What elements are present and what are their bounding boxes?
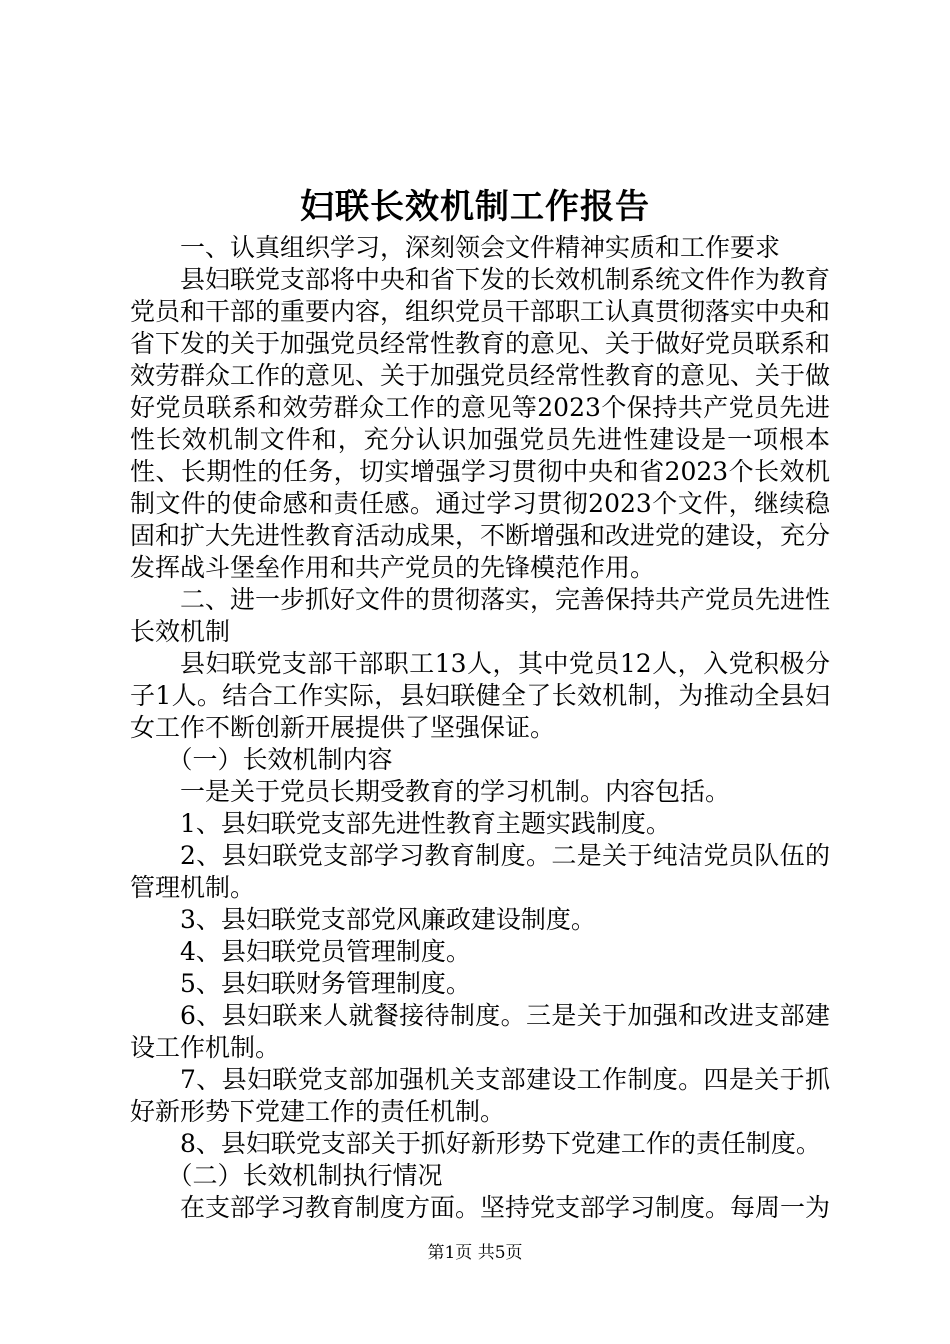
- section-heading-1: 一、认真组织学习，深刻领会文件精神实质和工作要求: [180, 233, 781, 262]
- document-title: 妇联长效机制工作报告: [300, 187, 650, 227]
- list-item-7: 7、县妇联党支部加强机关支部建设工作制度。四是关于抓好新形势下党建工作的责任机制。: [130, 1065, 830, 1126]
- document-body: [130, 232, 830, 1224]
- list-item-5: 5、县妇联财务管理制度。: [180, 969, 471, 998]
- list-item-1: 1、县妇联党支部先进性教育主题实践制度。: [180, 809, 671, 838]
- page-footer: 第1页 共5页: [427, 1243, 523, 1263]
- subsection-heading-1: （一）长效机制内容: [167, 745, 393, 774]
- list-item-3: 3、县妇联党支部党风廉政建设制度。: [180, 905, 596, 934]
- paragraph-1: 县妇联党支部将中央和省下发的长效机制系统文件作为教育党员和干部的重要内容，组织党员干部职工认真贯彻落实中央和省下发的关于加强党员经常性教育的意见、关于做好党员联系和效劳群众工作的意见、关于加强党员经常性教育的意见、关于做好党员联系和效劳群众工作的意见等2023个保持共产党员先进性长效机制文件和，充分认识加强党员先进性建设是一项根本性、长期性的任务，切实增强学习贯彻中央和省2023个长效机制文件的使命感和责任感。通过学习贯彻2023个文件，继续稳固和扩大先进性教育活动成果，不断增强和改进党的建设，充分发挥战斗堡垒作用和共产党员的先锋模范作用。: [130, 265, 831, 582]
- list-item-4: 4、县妇联党员管理制度。: [180, 937, 471, 966]
- list-item-2: 2、县妇联党支部学习教育制度。二是关于纯洁党员队伍的管理机制。: [130, 841, 830, 902]
- subsection-heading-2: （二）长效机制执行情况: [167, 1161, 443, 1190]
- paragraph-4: 在支部学习教育制度方面。坚持党支部学习制度。每周一为: [180, 1193, 831, 1222]
- list-item-6: 6、县妇联来人就餐接待制度。三是关于加强和改进支部建设工作机制。: [130, 1001, 830, 1062]
- section-heading-2: 二、进一步抓好文件的贯彻落实，完善保持共产党员先进性长效机制: [130, 585, 831, 646]
- paragraph-2: 县妇联党支部干部职工13人，其中党员12人，入党积极分子1人。结合工作实际，县妇联健全了长效机制，为推动全县妇女工作不断创新开展提供了坚强保证。: [130, 649, 830, 742]
- list-item-8: 8、县妇联党支部关于抓好新形势下党建工作的责任制度。: [180, 1129, 821, 1158]
- paragraph-3: 一是关于党员长期受教育的学习机制。内容包括。: [180, 777, 731, 806]
